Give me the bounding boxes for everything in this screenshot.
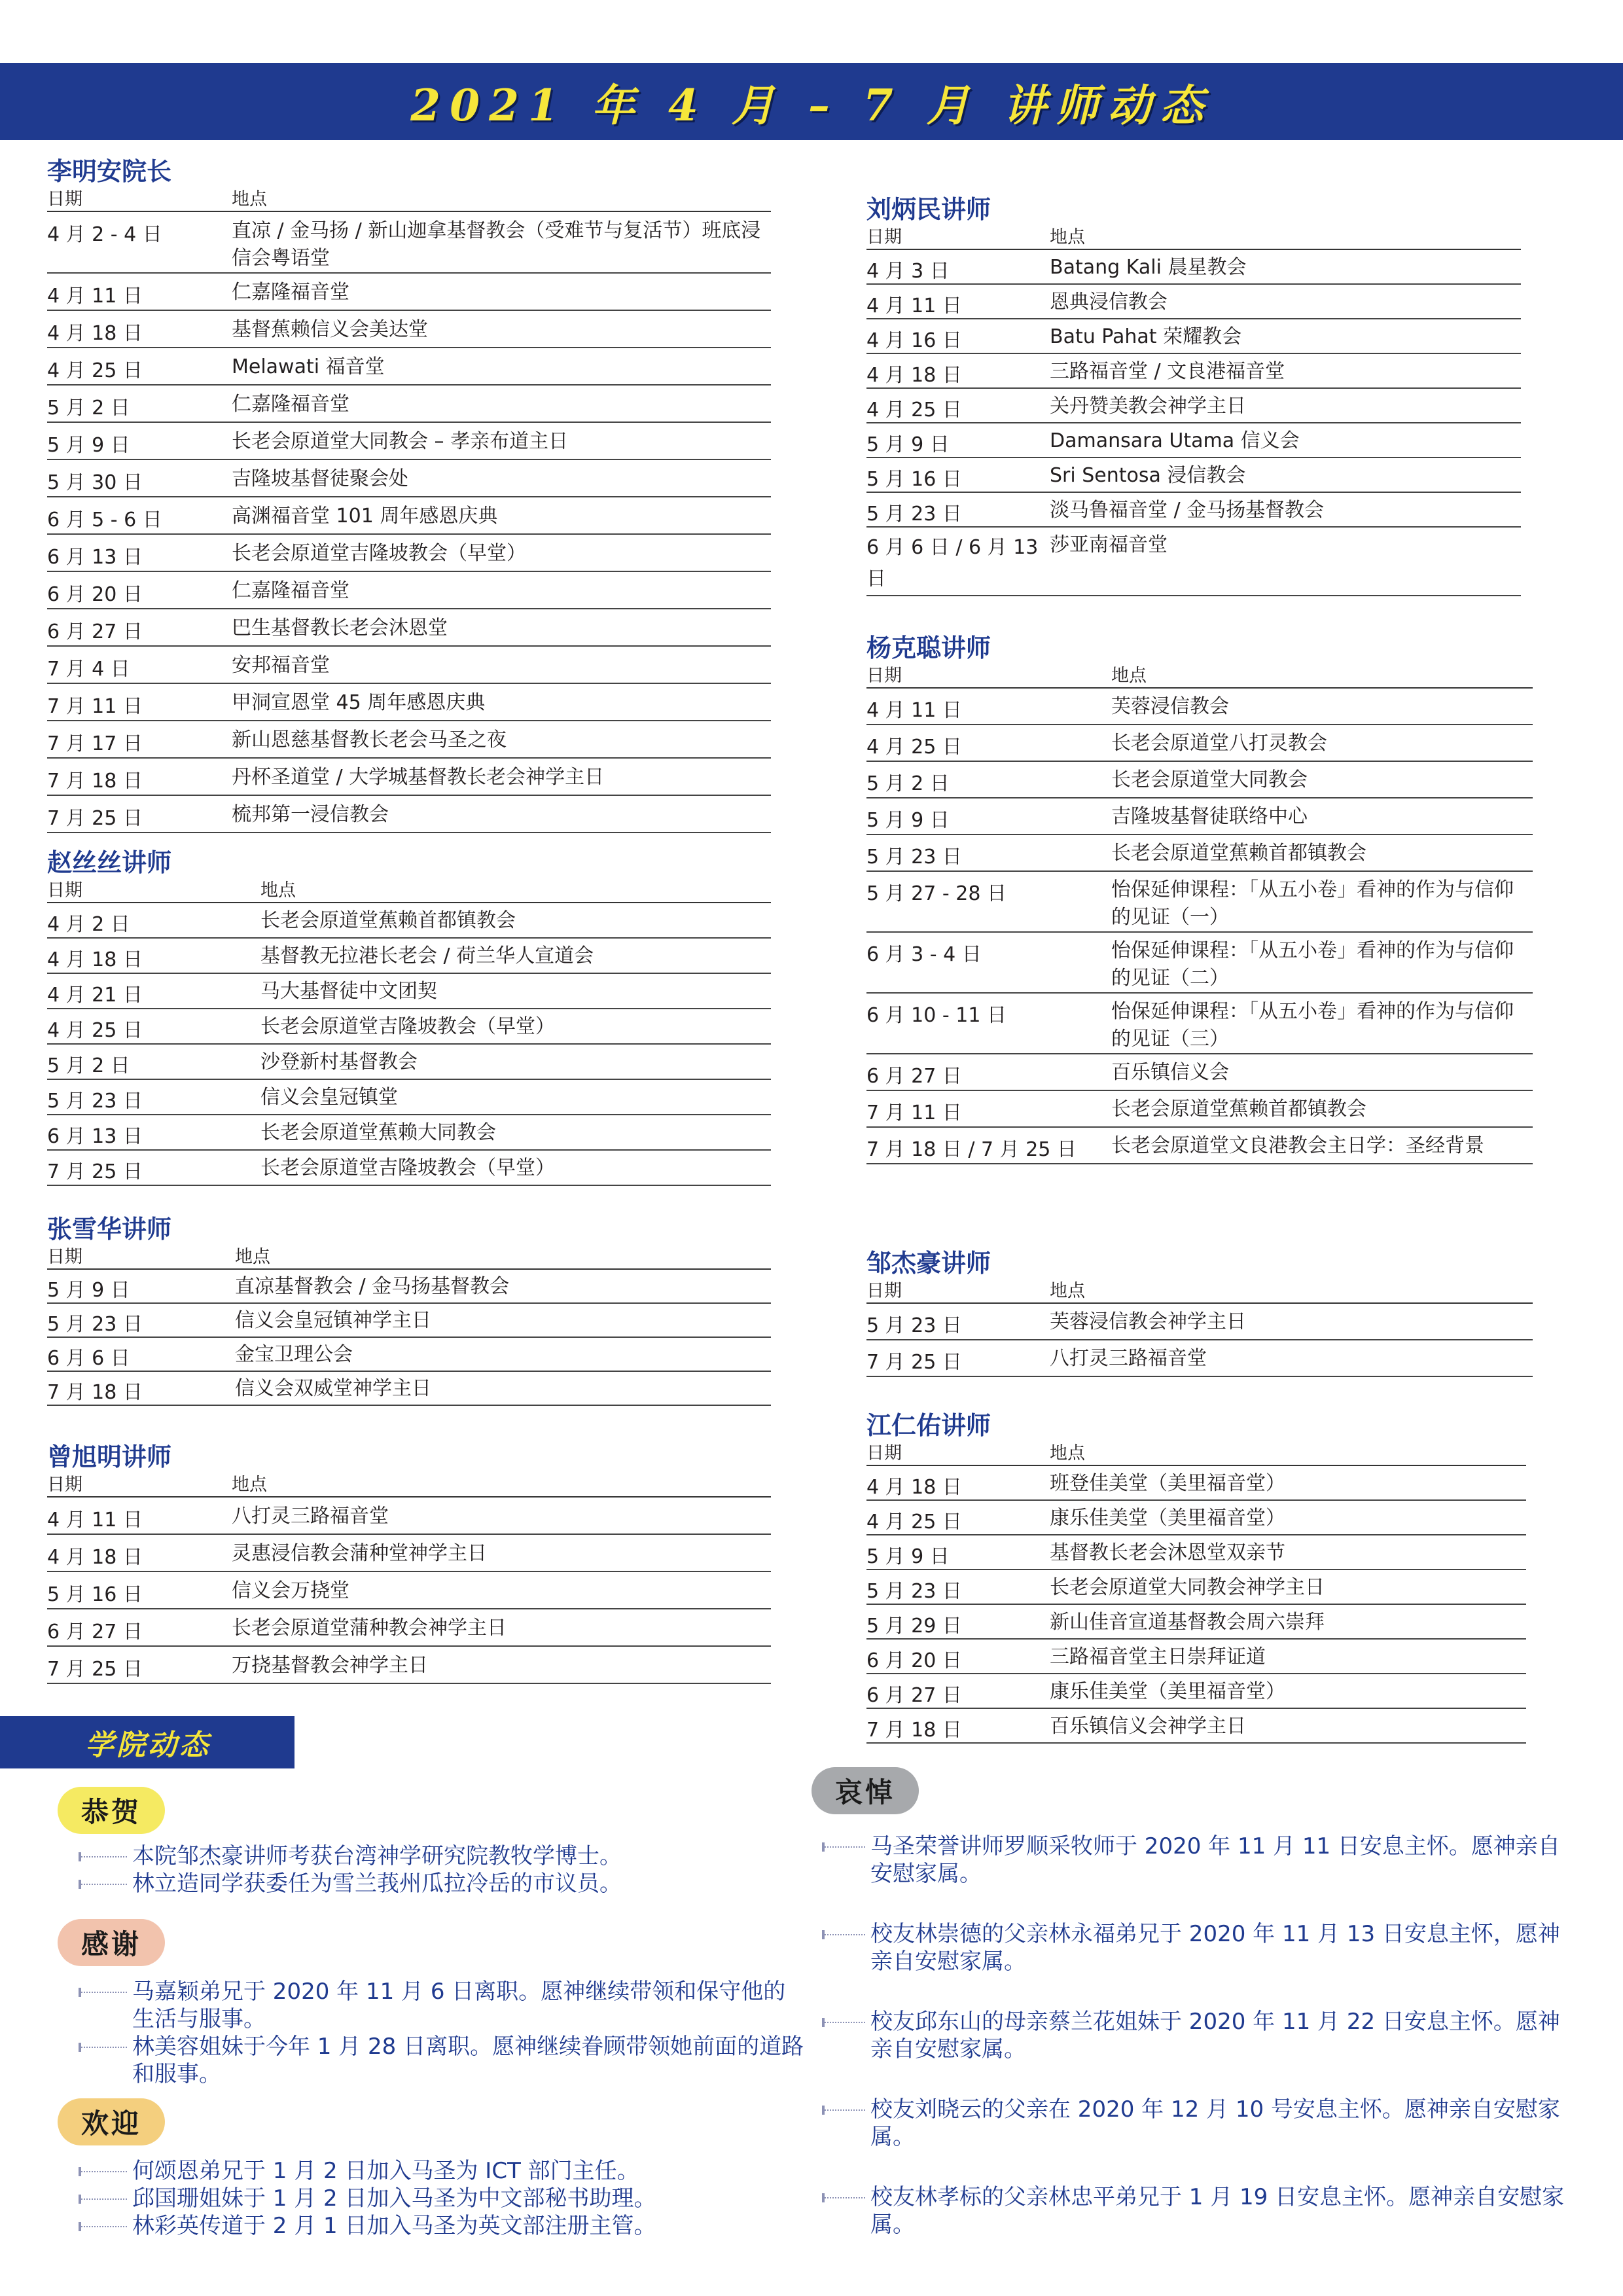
- table-row: [47, 1009, 771, 1045]
- table-row: [47, 796, 771, 833]
- row-place: 长老会原道堂吉隆坡教会（早堂）: [260, 1157, 555, 1179]
- congrats-item: 林立造同学获委任为雪兰莪州瓜拉冷岳的市议员。: [79, 1870, 805, 1897]
- table-row: [47, 1609, 771, 1647]
- row-place: 恩典浸信教会: [1050, 291, 1168, 314]
- row-place: 关丹赞美教会神学主日: [1050, 395, 1246, 418]
- row-place: 长老会原道堂蕉赖首都镇教会: [1111, 842, 1366, 865]
- lecturer-name: 杨克聪讲师: [866, 633, 991, 662]
- table-row: [866, 835, 1533, 872]
- thanks-item: 马嘉颖弟兄于 2020 年 11 月 6 日离职。愿神继续带领和保守他的生活与服事。: [79, 1978, 805, 2033]
- row-date: 4 月 18 日: [866, 1476, 962, 1499]
- news-section-title: 学院动态: [85, 1729, 211, 1762]
- row-date: 6 月 13 日: [47, 546, 143, 569]
- row-place: 康乐佳美堂（美里福音堂）: [1050, 1680, 1285, 1703]
- row-date: 5 月 30 日: [47, 471, 143, 494]
- row-place: 高渊福音堂 101 周年感恩庆典: [232, 505, 498, 528]
- row-place: 淡马鲁福音堂 / 金马扬基督教会: [1050, 499, 1325, 522]
- lecturer-section-jiang: [866, 1408, 1526, 1744]
- lecturer-name: 刘炳民讲师: [866, 194, 991, 224]
- row-date: 4 月 25 日: [866, 736, 962, 759]
- congrats-label: 恭贺: [80, 1796, 141, 1828]
- row-date: 5 月 23 日: [866, 846, 962, 869]
- place-column-header: 地点: [235, 1247, 270, 1267]
- lecturer-name: 赵丝丝讲师: [47, 848, 172, 877]
- row-place: 仁嘉隆福音堂: [232, 393, 349, 416]
- row-place: 班登佳美堂（美里福音堂）: [1050, 1472, 1285, 1495]
- date-column-header: 日期: [866, 1281, 902, 1301]
- row-place: 芙蓉浸信教会: [1111, 695, 1229, 718]
- row-date: 7 月 18 日: [866, 1719, 962, 1742]
- place-column-header: 地点: [260, 880, 296, 901]
- lecturer-name: 江仁佑讲师: [866, 1410, 991, 1440]
- row-date: 5 月 16 日: [47, 1583, 143, 1606]
- row-date: 5 月 23 日: [866, 1314, 962, 1337]
- row-date: 5 月 23 日: [866, 503, 962, 526]
- table-row: [47, 1151, 771, 1186]
- table-row: [47, 903, 771, 939]
- row-date: 5 月 2 日: [866, 772, 950, 795]
- row-place: 信义会皇冠镇神学主日: [235, 1309, 431, 1332]
- table-row: [866, 285, 1521, 319]
- row-place: 长老会原道堂吉隆坡教会（早堂）: [260, 1015, 555, 1038]
- table-row: [866, 1501, 1526, 1535]
- table-row: [47, 423, 771, 460]
- row-date: 5 月 23 日: [866, 1580, 962, 1603]
- row-date: 4 月 25 日: [47, 1019, 143, 1042]
- table-row: [866, 493, 1521, 528]
- table-row: [47, 460, 771, 497]
- row-place: 三路福音堂 / 文良港福音堂: [1050, 360, 1285, 383]
- lecturer-section-zou: [866, 1246, 1533, 1377]
- row-place: 梳邦第一浸信教会: [232, 803, 389, 826]
- row-place: 甲洞宣恩堂 45 周年感恩庆典: [232, 691, 486, 714]
- table-row: [47, 572, 771, 609]
- row-date: 4 月 25 日: [866, 399, 962, 422]
- row-date: 7 月 11 日: [866, 1102, 962, 1124]
- row-date: 6 月 10 - 11 日: [866, 1004, 1007, 1027]
- table-row: [47, 1080, 771, 1115]
- row-place: 信义会双威堂神学主日: [235, 1377, 431, 1400]
- table-row: [866, 689, 1533, 725]
- row-date: 4 月 25 日: [47, 359, 143, 382]
- welcome-list: [79, 2157, 805, 2240]
- row-date: 5 月 16 日: [866, 468, 962, 491]
- date-column-header: 日期: [866, 666, 902, 686]
- row-place: Melawati 福音堂: [232, 355, 385, 378]
- row-date: 4 月 25 日: [866, 1511, 962, 1534]
- table-row: [47, 647, 771, 684]
- table-row: [866, 528, 1521, 596]
- table-row: [866, 458, 1521, 493]
- lecturer-name: 李明安院长: [47, 156, 172, 186]
- row-place: 康乐佳美堂（美里福音堂）: [1050, 1507, 1285, 1530]
- row-place: 灵惠浸信教会蒲种堂神学主日: [232, 1542, 487, 1565]
- row-date: 6 月 13 日: [47, 1125, 143, 1148]
- lecturer-section-zhang: [47, 1212, 771, 1406]
- row-date: 4 月 2 - 4 日: [47, 223, 162, 246]
- row-date: 7 月 18 日 / 7 月 25 日: [866, 1138, 1077, 1161]
- row-place: 基督蕉赖信义会美达堂: [232, 318, 428, 341]
- congrats-badge: [58, 1787, 165, 1834]
- row-date: 7 月 11 日: [47, 695, 143, 718]
- condolence-item: 校友邱东山的母亲蔡兰花姐妹于 2020 年 11 月 22 日安息主怀。愿神亲自安慰家属。: [822, 2008, 1575, 2063]
- table-row: [866, 389, 1521, 423]
- table-row: [866, 1640, 1526, 1674]
- row-place: 长老会原道堂八打灵教会: [1111, 732, 1327, 755]
- table-row: [47, 1045, 771, 1080]
- table-header: [47, 188, 771, 212]
- table-row: [47, 1498, 771, 1535]
- table-row: [866, 1091, 1533, 1128]
- table-row: [866, 798, 1533, 835]
- table-row: [866, 1054, 1533, 1091]
- row-place: 怡保延伸课程：「从五小卷」看神的作为与信仰的见证（一）: [1111, 878, 1514, 929]
- row-place: 八打灵三路福音堂: [1050, 1347, 1207, 1370]
- congrats-list: [79, 1842, 805, 1897]
- place-column-header: 地点: [232, 1475, 267, 1495]
- row-place: 巴生基督教长老会沐恩堂: [232, 617, 448, 639]
- table-row: [866, 762, 1533, 798]
- row-place: 怡保延伸课程：「从五小卷」看神的作为与信仰的见证（二）: [1111, 939, 1514, 990]
- header-banner: [0, 63, 1623, 140]
- row-date: 4 月 18 日: [47, 322, 143, 345]
- lecturer-name: 曾旭明讲师: [47, 1442, 172, 1471]
- row-date: 6 月 3 - 4 日: [866, 943, 982, 966]
- row-date: 4 月 18 日: [47, 948, 143, 971]
- lecturer-section-zeng: [47, 1440, 771, 1684]
- welcome-item: 何颂恩弟兄于 1 月 2 日加入马圣为 ICT 部门主任。: [79, 2157, 805, 2185]
- table-row: [866, 1128, 1533, 1164]
- thanks-badge: [58, 1919, 165, 1966]
- row-date: 4 月 3 日: [866, 260, 950, 283]
- place-column-header: 地点: [1050, 1443, 1085, 1463]
- condolence-item: 校友林崇德的父亲林永福弟兄于 2020 年 11 月 13 日安息主怀，愿神亲自安慰家属。: [822, 1920, 1575, 1975]
- welcome-item: 林彩英传道于 2 月 1 日加入马圣为英文部注册主管。: [79, 2212, 805, 2240]
- table-row: [866, 1304, 1533, 1340]
- table-row: [47, 1535, 771, 1572]
- row-place: 仁嘉隆福音堂: [232, 579, 349, 602]
- table-row: [47, 274, 771, 311]
- row-place: 新山佳音宣道基督教会周六崇拜: [1050, 1611, 1325, 1634]
- lecturer-name: 邹杰豪讲师: [866, 1248, 991, 1278]
- row-date: 7 月 25 日: [47, 1658, 143, 1681]
- table-row: [47, 974, 771, 1009]
- table-row: [866, 1605, 1526, 1640]
- lecturer-name: 张雪华讲师: [47, 1214, 172, 1244]
- row-place: 百乐镇信义会: [1111, 1061, 1229, 1084]
- table-header: [866, 1443, 1526, 1466]
- row-date: 5 月 23 日: [47, 1313, 143, 1336]
- row-place: 百乐镇信义会神学主日: [1050, 1715, 1246, 1738]
- row-date: 4 月 16 日: [866, 329, 962, 352]
- condolence-item: 马圣荣誉讲师罗顺采牧师于 2020 年 11 月 11 日安息主怀。愿神亲自安慰家属。: [822, 1833, 1575, 1888]
- row-date: 5 月 23 日: [47, 1090, 143, 1113]
- condolence-list: [822, 1833, 1575, 2271]
- row-place: 吉隆坡基督徒联络中心: [1111, 805, 1308, 828]
- row-date: 5 月 29 日: [866, 1615, 962, 1638]
- table-header: [866, 665, 1533, 689]
- row-date: 4 月 18 日: [47, 1546, 143, 1569]
- row-place: 信义会皇冠镇堂: [260, 1086, 398, 1109]
- date-column-header: 日期: [47, 880, 82, 901]
- row-date: 6 月 20 日: [866, 1649, 962, 1672]
- row-date: 6 月 6 日 / 6 月 13 日: [866, 536, 1039, 590]
- table-row: [866, 1340, 1533, 1377]
- table-row: [47, 386, 771, 423]
- table-row: [866, 423, 1521, 458]
- place-column-header: 地点: [1111, 666, 1147, 686]
- welcome-badge: [58, 2098, 165, 2145]
- row-date: 4 月 11 日: [47, 1509, 143, 1532]
- table-header: [866, 1280, 1533, 1304]
- table-row: [866, 250, 1521, 285]
- row-date: 4 月 21 日: [47, 984, 143, 1007]
- place-column-header: 地点: [1050, 227, 1085, 247]
- lecturer-section-zhao: [47, 846, 771, 1186]
- table-header: [47, 1246, 771, 1270]
- row-date: 6 月 27 日: [47, 620, 143, 643]
- row-place: 怡保延伸课程：「从五小卷」看神的作为与信仰的见证（三）: [1111, 1000, 1514, 1050]
- table-row: [866, 1674, 1526, 1709]
- row-date: 6 月 27 日: [866, 1684, 962, 1707]
- lecturer-section-li: [47, 154, 771, 833]
- row-place: Damansara Utama 信义会: [1050, 429, 1300, 452]
- row-place: 沙登新村基督教会: [260, 1050, 418, 1073]
- row-date: 7 月 17 日: [47, 732, 143, 755]
- table-header: [47, 880, 771, 903]
- row-place: 安邦福音堂: [232, 654, 330, 677]
- condolence-badge: [812, 1767, 919, 1814]
- row-place: 丹杯圣道堂 / 大学城基督教长老会神学主日: [232, 766, 605, 789]
- row-date: 7 月 25 日: [47, 807, 143, 830]
- table-row: [47, 1338, 771, 1372]
- row-place: 芙蓉浸信教会神学主日: [1050, 1310, 1246, 1333]
- row-date: 7 月 4 日: [47, 658, 130, 681]
- date-column-header: 日期: [47, 189, 82, 209]
- table-row: [866, 933, 1533, 994]
- row-date: 6 月 27 日: [866, 1065, 962, 1088]
- row-date: 5 月 9 日: [866, 809, 950, 832]
- thanks-list: [79, 1978, 805, 2088]
- table-row: [47, 1372, 771, 1406]
- table-row: [47, 212, 771, 274]
- table-row: [866, 872, 1533, 933]
- row-place: Sri Sentosa 浸信教会: [1050, 464, 1246, 487]
- table-row: [866, 725, 1533, 762]
- row-place: 基督教长老会沐恩堂双亲节: [1050, 1541, 1285, 1564]
- thanks-label: 感谢: [80, 1928, 141, 1960]
- row-place: 八打灵三路福音堂: [232, 1505, 389, 1528]
- table-row: [47, 1572, 771, 1609]
- row-place: 长老会原道堂大同教会神学主日: [1050, 1576, 1325, 1599]
- row-date: 6 月 27 日: [47, 1621, 143, 1643]
- row-place: 长老会原道堂蒲种教会神学主日: [232, 1617, 507, 1640]
- row-date: 6 月 5 - 6 日: [47, 509, 162, 531]
- row-place: 长老会原道堂蕉赖首都镇教会: [1111, 1098, 1366, 1121]
- table-row: [866, 1709, 1526, 1744]
- table-row: [866, 319, 1521, 354]
- row-date: 6 月 20 日: [47, 583, 143, 606]
- row-date: 5 月 9 日: [47, 434, 130, 457]
- lecturer-section-yang: [866, 631, 1533, 1164]
- table-row: [47, 684, 771, 721]
- row-date: 4 月 11 日: [866, 699, 962, 722]
- row-date: 4 月 11 日: [866, 295, 962, 317]
- row-place: 仁嘉隆福音堂: [232, 281, 349, 304]
- row-place: 长老会原道堂蕉赖首都镇教会: [260, 909, 516, 932]
- table-row: [47, 497, 771, 535]
- table-row: [866, 1535, 1526, 1570]
- condolence-label: 哀悼: [834, 1776, 895, 1808]
- row-place: 长老会原道堂大同教会 – 孝亲布道主日: [232, 430, 569, 453]
- date-column-header: 日期: [47, 1247, 82, 1267]
- row-date: 7 月 25 日: [47, 1160, 143, 1183]
- row-place: 新山恩慈基督教长老会马圣之夜: [232, 728, 507, 751]
- row-place: 长老会原道堂蕉赖大同教会: [260, 1121, 496, 1144]
- row-date: 5 月 2 日: [47, 397, 130, 420]
- place-column-header: 地点: [232, 189, 267, 209]
- row-date: 7 月 18 日: [47, 770, 143, 793]
- page-title: 2021 年 4 月 – 7 月 讲师动态: [410, 79, 1213, 131]
- row-date: 5 月 27 - 28 日: [866, 882, 1007, 905]
- date-column-header: 日期: [866, 227, 902, 247]
- lecturer-section-liu: [866, 192, 1521, 596]
- row-place: Batu Pahat 荣耀教会: [1050, 325, 1242, 348]
- table-row: [47, 939, 771, 974]
- table-row: [47, 759, 771, 796]
- row-place: 信义会万挠堂: [232, 1579, 349, 1602]
- table-header: [47, 1474, 771, 1498]
- news-section-bar: [0, 1716, 294, 1768]
- row-date: 7 月 25 日: [866, 1351, 962, 1374]
- row-date: 5 月 9 日: [866, 433, 950, 456]
- row-place: 吉隆坡基督徒聚会处: [232, 467, 408, 490]
- condolence-item: 校友刘晓云的父亲在 2020 年 12 月 10 号安息主怀。愿神亲自安慰家属。: [822, 2096, 1575, 2151]
- date-column-header: 日期: [47, 1475, 82, 1495]
- row-place: 直凉 / 金马扬 / 新山迦拿基督教会（受难节与复活节）班底浸信会粤语堂: [232, 219, 761, 270]
- place-column-header: 地点: [1050, 1281, 1085, 1301]
- welcome-item: 邱国珊姐妹于 1 月 2 日加入马圣为中文部秘书助理。: [79, 2185, 805, 2212]
- table-row: [866, 1466, 1526, 1501]
- table-row: [866, 1570, 1526, 1605]
- table-row: [47, 1304, 771, 1338]
- welcome-label: 欢迎: [80, 2108, 141, 2140]
- row-date: 5 月 9 日: [866, 1545, 950, 1568]
- table-row: [47, 1115, 771, 1151]
- row-date: 4 月 18 日: [866, 364, 962, 387]
- condolence-item: 校友林孝标的父亲林忠平弟兄于 1 月 19 日安息主怀。愿神亲自安慰家属。: [822, 2183, 1575, 2238]
- row-place: 莎亚南福音堂: [1050, 533, 1168, 556]
- table-row: [866, 354, 1521, 389]
- row-place: 长老会原道堂大同教会: [1111, 768, 1308, 791]
- row-date: 5 月 9 日: [47, 1279, 130, 1302]
- table-row: [47, 311, 771, 348]
- row-place: 马大基督徒中文团契: [260, 980, 437, 1003]
- row-place: 万挠基督教会神学主日: [232, 1654, 428, 1677]
- row-place: 基督教无拉港长老会 / 荷兰华人宣道会: [260, 944, 594, 967]
- row-place: 金宝卫理公会: [235, 1343, 353, 1366]
- table-header: [866, 226, 1521, 250]
- table-row: [47, 348, 771, 386]
- row-place: Batang Kali 晨星教会: [1050, 256, 1247, 279]
- row-place: 长老会原道堂文良港教会主日学：圣经背景: [1111, 1134, 1484, 1157]
- congrats-item: 本院邹杰豪讲师考获台湾神学研究院教牧学博士。: [79, 1842, 805, 1870]
- row-date: 6 月 6 日: [47, 1347, 130, 1370]
- table-row: [47, 721, 771, 759]
- row-date: 5 月 2 日: [47, 1054, 130, 1077]
- table-row: [47, 609, 771, 647]
- table-row: [47, 1270, 771, 1304]
- row-date: 4 月 2 日: [47, 913, 130, 936]
- row-date: 7 月 18 日: [47, 1381, 143, 1404]
- table-row: [866, 994, 1533, 1054]
- table-row: [47, 535, 771, 572]
- thanks-item: 林美容姐妹于今年 1 月 28 日离职。愿神继续眷顾带领她前面的道路和服事。: [79, 2033, 805, 2088]
- table-row: [47, 1647, 771, 1684]
- row-place: 三路福音堂主日崇拜证道: [1050, 1645, 1266, 1668]
- row-place: 直凉基督教会 / 金马扬基督教会: [235, 1275, 510, 1298]
- date-column-header: 日期: [866, 1443, 902, 1463]
- row-date: 4 月 11 日: [47, 285, 143, 308]
- row-place: 长老会原道堂吉隆坡教会（早堂）: [232, 542, 526, 565]
